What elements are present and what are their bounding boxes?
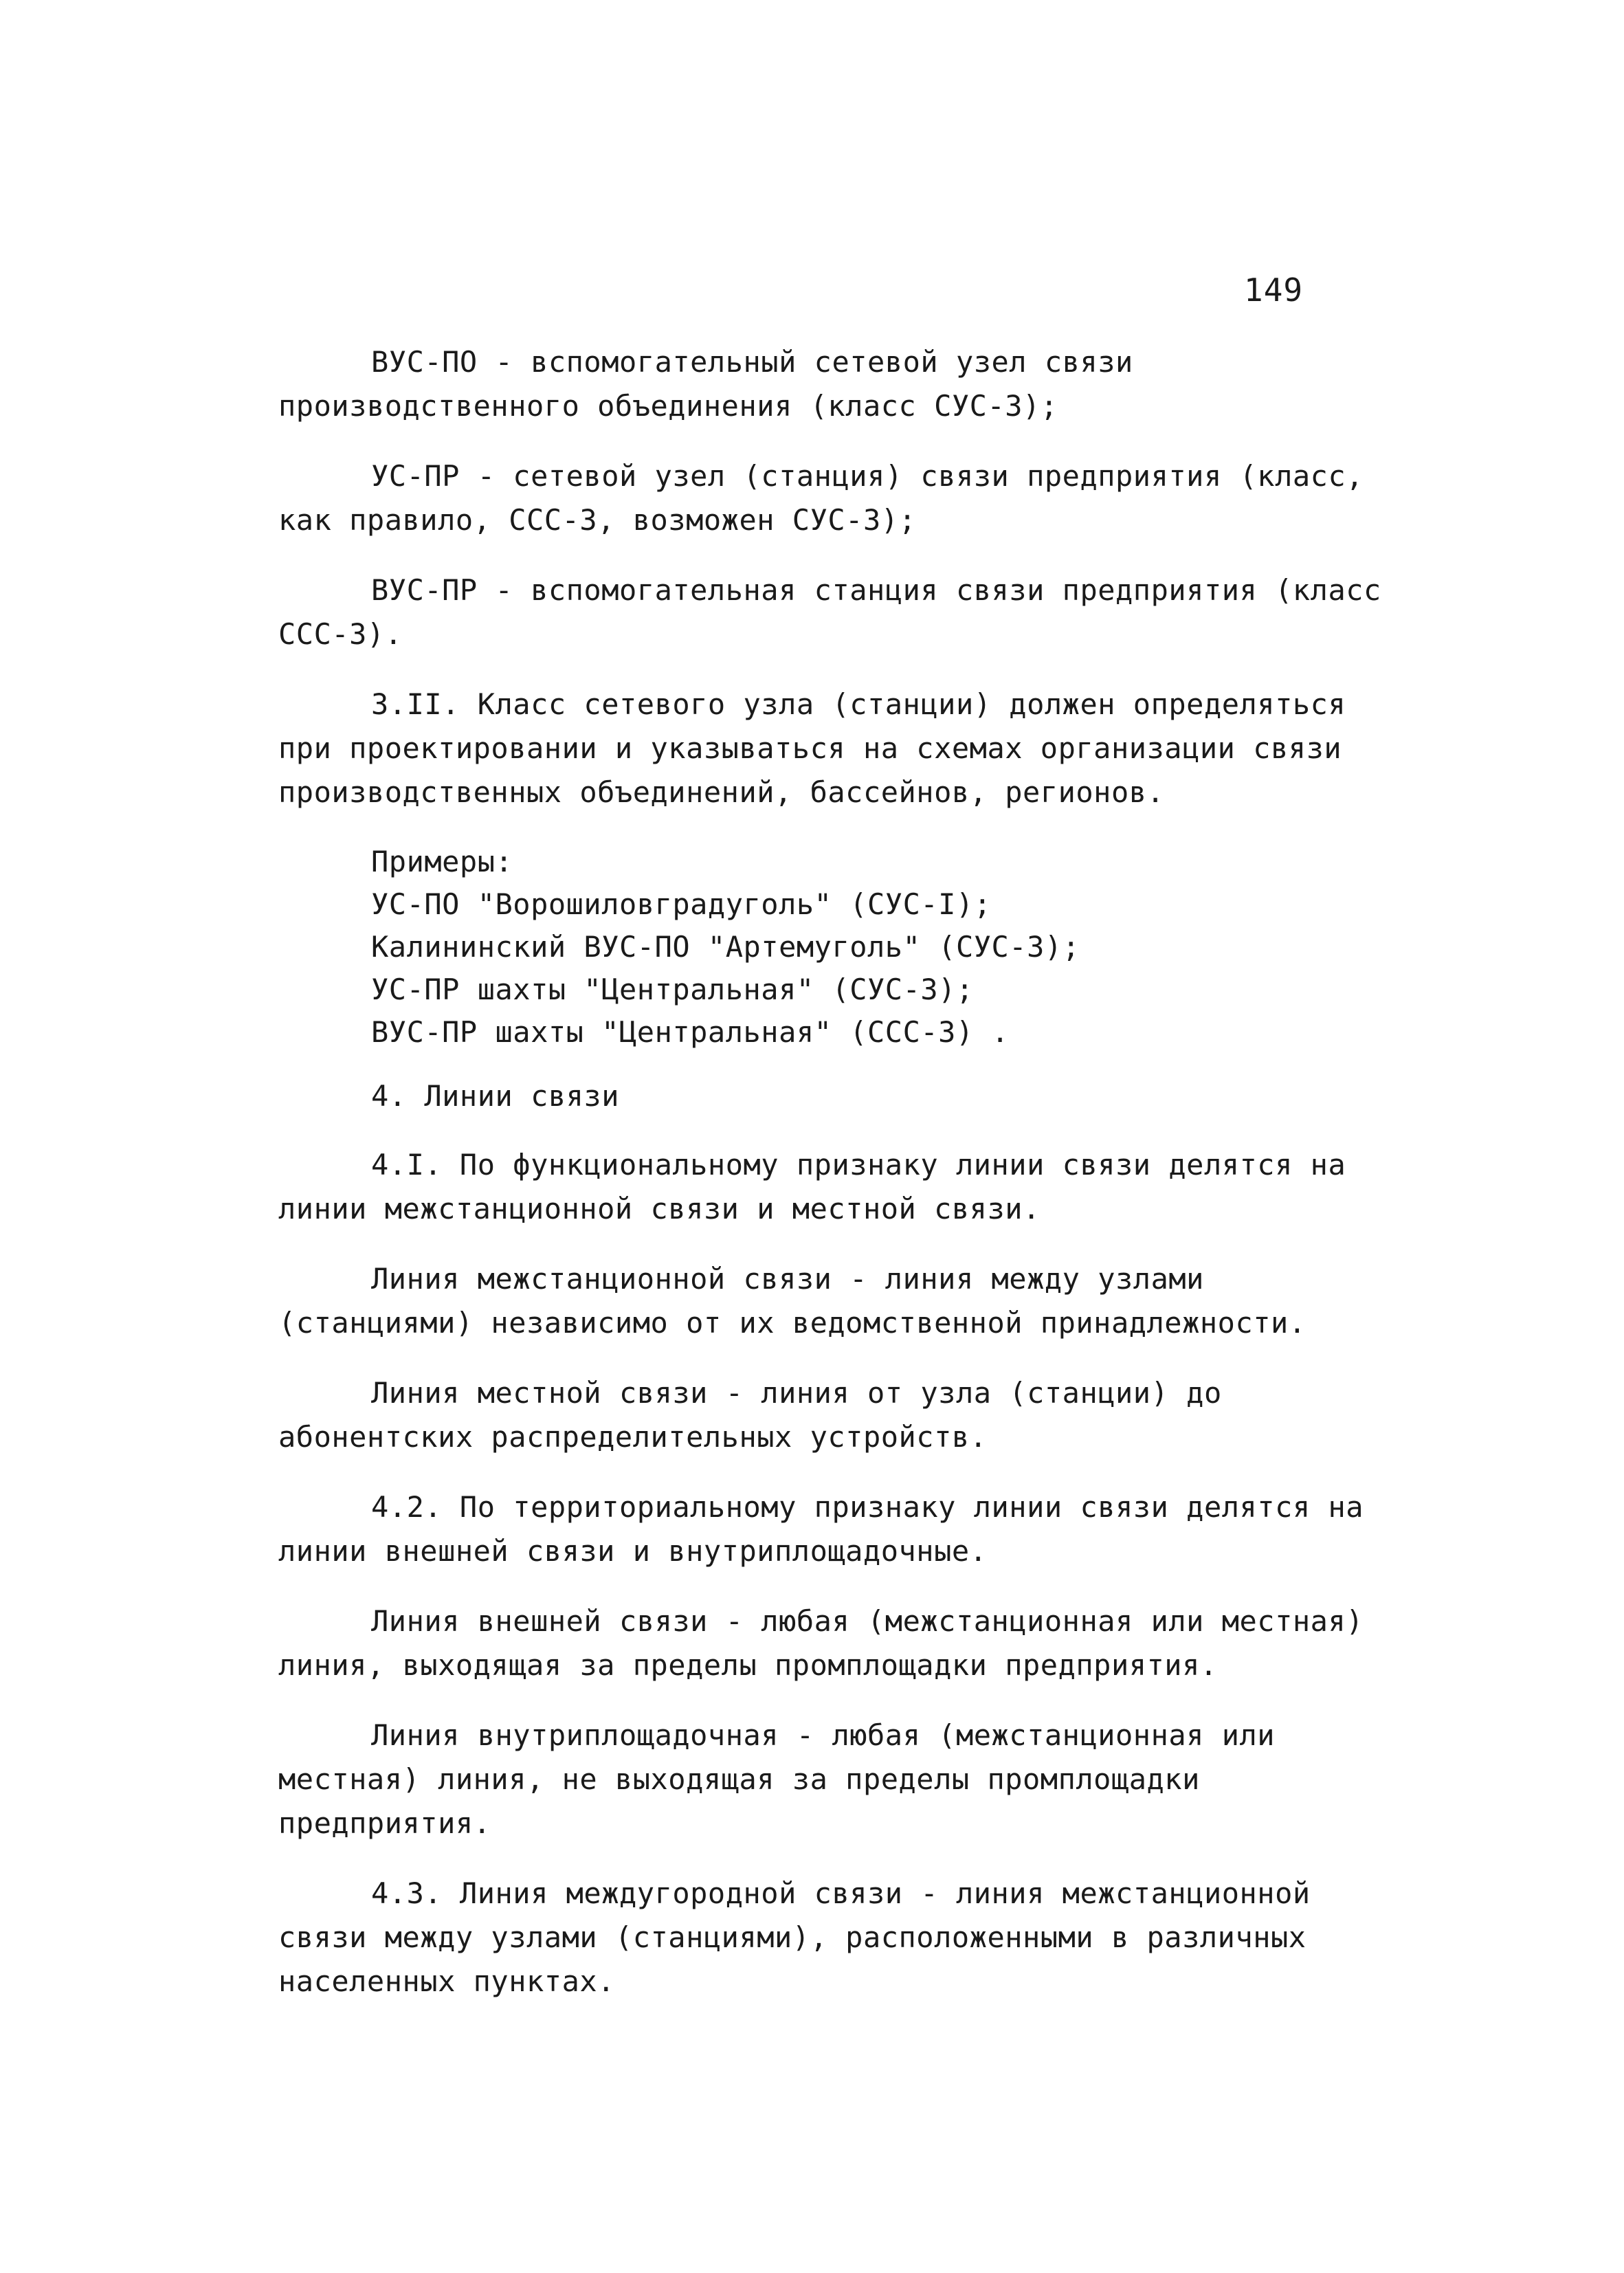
paragraph-external-line-definition: Линия внешней связи - любая (межстанционная или местная) линия, выходящая за пределы промплощадки предприятия. bbox=[278, 1604, 1364, 1682]
example-item: ВУС-ПР шахты "Центральная" (ССС-3) . bbox=[371, 1015, 1010, 1049]
paragraph-3-11-node-class: 3.II. Класс сетевого узла (станции) должен определяться при проектировании и указываться на схемах организации связи производственных объединений, бассейнов, регионов. bbox=[278, 687, 1346, 809]
example-item: УС-ПР шахты "Центральная" (СУС-3); bbox=[371, 973, 974, 1006]
paragraph-local-line-definition: Линия местной связи - линия от узла (станции) до абонентских распределительных устройств. bbox=[278, 1376, 1222, 1454]
paragraph-us-pr-definition: УС-ПР - сетевой узел (станция) связи предприятия (класс, как правило, ССС-3, возможен СУС-3); bbox=[278, 459, 1364, 537]
paragraph-vus-pr-definition: ВУС-ПР - вспомогательная станция связи предприятия (класс ССС-3). bbox=[278, 573, 1381, 651]
paragraph-onsite-line-definition: Линия внутриплощадочная - любая (межстанционная или местная) линия, не выходящая за пределы промплощадки предприятия. bbox=[278, 1718, 1276, 1840]
example-item: УС-ПО "Ворошиловградуголь" (СУС-I); bbox=[371, 887, 992, 921]
document-body bbox=[278, 340, 1405, 2030]
examples-block bbox=[278, 841, 1405, 1054]
paragraph-interstation-line-definition: Линия межстанционной связи - линия между узлами (станциями) независимо от их ведомственной принадлежности. bbox=[278, 1262, 1306, 1340]
paragraph-vus-po-definition: ВУС-ПО - вспомогательный сетевой узел связи производственного объединения (класс СУС-3); bbox=[278, 345, 1133, 423]
paragraph-4-2-territorial-classification: 4.2. По территориальному признаку линии связи делятся на линии внешней связи и внутриплощадочные. bbox=[278, 1490, 1364, 1568]
paragraph-4-3-long-distance-line: 4.3. Линия междугородной связи - линия межстанционной связи между узлами (станциями), расположенными в различных населенных пунктах. bbox=[278, 1876, 1311, 1998]
paragraph-4-1-functional-classification: 4.I. По функциональному признаку линии связи делятся на линии межстанционной связи и местной связи. bbox=[278, 1148, 1346, 1226]
page-number: 149 bbox=[1244, 271, 1304, 309]
section-heading-communication-lines: 4. Линии связи bbox=[371, 1079, 620, 1113]
example-item: Калининский ВУС-ПО "Артемуголь" (СУС-3); bbox=[371, 930, 1080, 964]
examples-title: Примеры: bbox=[371, 845, 513, 878]
